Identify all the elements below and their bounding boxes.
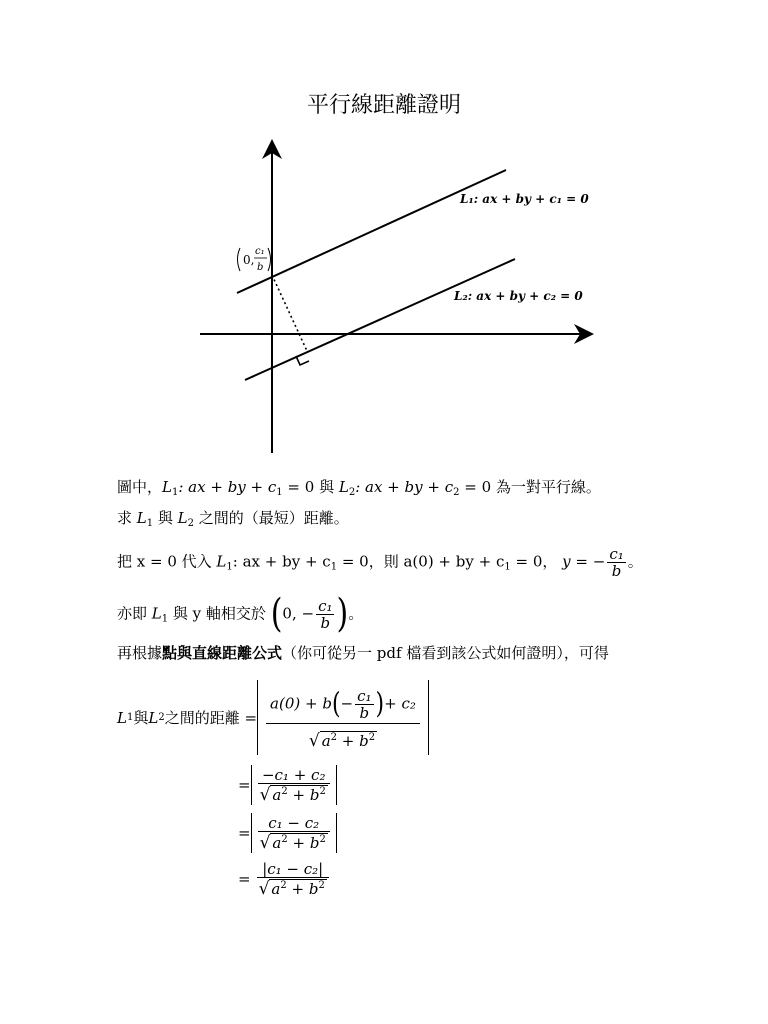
paragraph-parallel-lines: 圖中，$L_1$: ax + by + $c_1 = 0$ 與 $L_2$: ax + by + $c_2 = 0$ 為一對平行線。 bbox=[117, 478, 601, 498]
label-L1: L₁: ax + by + c₁ = 0 bbox=[460, 192, 589, 206]
paragraph-intercept: 亦即 $L_1$ 與 y 軸相交於 (0, − $\frac{\text{c₁}}{b}$ )。 bbox=[117, 591, 364, 637]
intercept-point-label bbox=[238, 246, 271, 273]
parallel-lines-diagram bbox=[190, 135, 610, 460]
derivation-step-2: = $\frac{\text{−c₁ + c₂}}{√ a^2 + b^2}$ bbox=[238, 765, 337, 805]
fraction-c1-over-b: $\frac{\text{c₁}}{b}$ bbox=[609, 545, 624, 580]
line-L1 bbox=[237, 170, 506, 293]
label-L2: L₂: ax + by + c₂ = 0 bbox=[454, 289, 583, 303]
derivation-step-3: = $\frac{\text{c₁ − c₂}}{√ a^2 + b^2}$ bbox=[238, 813, 337, 853]
derivation-step-4: = $\frac{\text{|c₁ − c₂|}}{√ a^2 + b^2}$ bbox=[238, 861, 331, 897]
svg-text:c₁: c₁ bbox=[255, 246, 265, 257]
page-title: 平行線距離證明 bbox=[306, 93, 461, 118]
line-L2 bbox=[245, 259, 515, 380]
paragraph-formula-intro: 再根據點與直線距離公式（你可從另一 pdf 檔看到該公式如何證明），可得 bbox=[117, 644, 609, 662]
derivation-step-1: L 1 與 L 2 之間的距離 = a(0) + b(− $\frac{\text{c₁}}{b}$ )+ c₂ √ $a^2 + b^2$ bbox=[117, 680, 429, 755]
svg-text:0,: 0, bbox=[243, 253, 255, 267]
perpendicular-segment bbox=[272, 275, 307, 351]
paragraph-question: 求 $L_1$ 與 $L_2$ 之間的（最短）距離。 bbox=[117, 509, 349, 529]
paragraph-substitute-x0: 把 x = 0 代入 $L_1$: ax + by + $c_1 = 0$，則 a(0) + by + $c_1 = 0$， y = − $\frac{\text{c₁}}{b}$ 。 bbox=[117, 545, 643, 580]
svg-text:b: b bbox=[257, 262, 264, 273]
